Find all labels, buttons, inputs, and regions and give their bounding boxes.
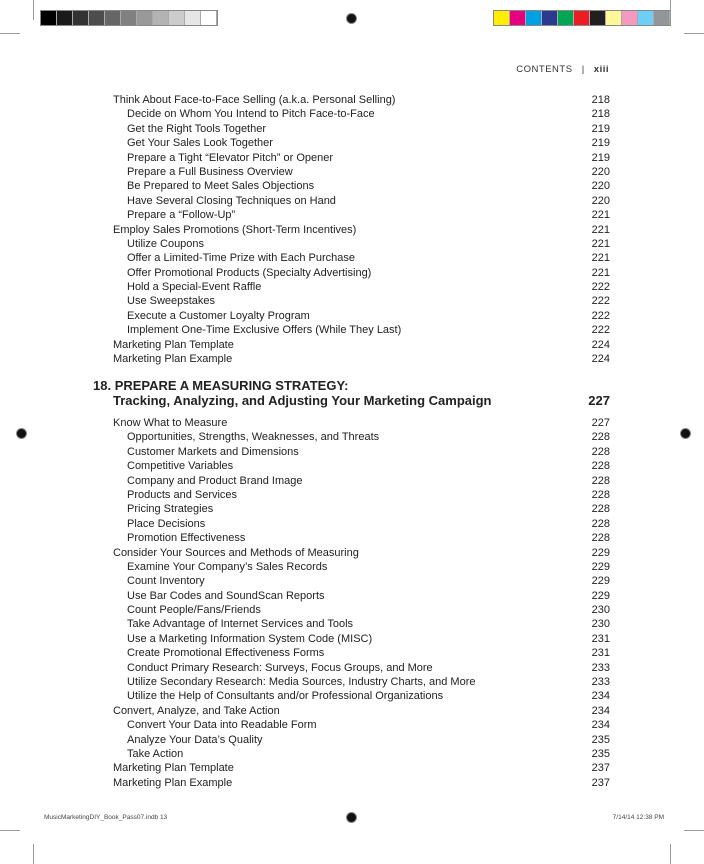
toc-entry xyxy=(113,237,610,251)
crop-mark xyxy=(670,0,671,20)
toc-entry-title: Conduct Primary Research: Surveys, Focus Groups, and More xyxy=(127,661,433,674)
toc-entry-title: Utilize Secondary Research: Media Sources, Industry Charts, and More xyxy=(127,676,476,689)
toc-entry xyxy=(113,776,610,790)
toc-entry xyxy=(113,646,610,660)
registration-mark-icon xyxy=(346,812,357,823)
toc-entry-title: Employ Sales Promotions (Short-Term Incentives) xyxy=(113,223,357,236)
toc-entry xyxy=(113,546,610,560)
toc-entry-page: 221 xyxy=(591,209,610,222)
toc-entry xyxy=(113,165,610,179)
toc-entry xyxy=(113,517,610,531)
toc-entry-title: Products and Services xyxy=(127,488,238,501)
color-swatch xyxy=(542,11,558,25)
running-header: CONTENTS | xiii xyxy=(516,64,609,75)
chapter-page: 227 xyxy=(588,393,610,408)
toc-entry-page: 234 xyxy=(591,704,610,717)
toc-entry-title: Implement One-Time Exclusive Offers (While They Last) xyxy=(127,324,402,337)
toc-entry-title: Opportunities, Strengths, Weaknesses, and Threats xyxy=(127,431,380,444)
toc-entry-title: Examine Your Company’s Sales Records xyxy=(127,560,328,573)
toc-entry-title: Convert Your Data into Readable Form xyxy=(127,719,317,732)
toc-entry xyxy=(113,603,610,617)
toc-entry xyxy=(113,208,610,222)
toc-entry xyxy=(113,445,610,459)
toc-entry xyxy=(113,280,610,294)
crop-mark xyxy=(33,844,34,864)
toc-entry xyxy=(113,589,610,603)
toc-entry-title: Create Promotional Effectiveness Forms xyxy=(127,647,325,660)
toc-entry-title: Utilize the Help of Consultants and/or Professional Organizations xyxy=(127,690,444,703)
header-page-number: xiii xyxy=(593,64,609,75)
toc-entry-title: Marketing Plan Example xyxy=(113,353,233,366)
toc-entry xyxy=(113,488,610,502)
toc-entry-page: 221 xyxy=(591,266,610,279)
toc-entry xyxy=(113,179,610,193)
color-swatch xyxy=(89,11,105,25)
toc-entry-page: 219 xyxy=(591,137,610,150)
toc-entry xyxy=(113,474,610,488)
toc-entry-page: 227 xyxy=(591,417,610,429)
toc-entry xyxy=(113,675,610,689)
toc-entry-page: 218 xyxy=(591,94,610,106)
toc-entry-page: 219 xyxy=(591,151,610,164)
toc-entry-title: Marketing Plan Template xyxy=(113,338,234,351)
toc-entry-page: 218 xyxy=(591,108,610,121)
toc-entry-title: Convert, Analyze, and Take Action xyxy=(113,704,280,717)
toc-entry-page: 237 xyxy=(591,776,610,789)
toc-entry xyxy=(113,430,610,444)
crop-mark xyxy=(684,33,704,34)
toc-entry xyxy=(113,761,610,775)
toc-entry-page: 220 xyxy=(591,194,610,207)
chapter-subtitle: Tracking, Analyzing, and Adjusting Your Marketing Campaign xyxy=(113,393,492,408)
toc-entry xyxy=(113,502,610,516)
toc-entry-page: 222 xyxy=(591,281,610,294)
toc-entry-page: 233 xyxy=(591,676,610,689)
toc-entry-title: Think About Face-to-Face Selling (a.k.a. Personal Selling) xyxy=(113,94,396,106)
toc-entry xyxy=(113,416,610,430)
toc-entry-title: Marketing Plan Example xyxy=(113,776,233,789)
toc-entry xyxy=(113,251,610,265)
slug-filename: MusicMarketingDIY_Book_Pass07.indb 13 xyxy=(44,814,168,821)
registration-mark-icon xyxy=(16,428,27,439)
process-color-bar xyxy=(493,10,671,26)
chapter-heading xyxy=(93,378,610,408)
header-section: CONTENTS xyxy=(516,64,573,75)
toc-entry-page: 229 xyxy=(591,589,610,602)
toc-entry-title: Offer a Limited-Time Prize with Each Purchase xyxy=(127,252,356,265)
toc-entry-page: 228 xyxy=(591,474,610,487)
toc-entry xyxy=(113,151,610,165)
toc-entry xyxy=(113,338,610,352)
color-swatch xyxy=(105,11,121,25)
grayscale-color-bar xyxy=(40,10,218,26)
toc-entry-title: Take Advantage of Internet Services and Tools xyxy=(127,618,354,631)
toc-entry-page: 237 xyxy=(591,762,610,775)
toc-entry-title: Marketing Plan Template xyxy=(113,762,234,775)
chapter-title: PREPARE A MEASURING STRATEGY: xyxy=(114,378,349,393)
toc-entry-title: Competitive Variables xyxy=(127,460,234,473)
toc-entry-page: 231 xyxy=(591,647,610,660)
toc-entry-title: Hold a Special-Event Raffle xyxy=(127,281,262,294)
toc-entry-page: 222 xyxy=(591,309,610,322)
toc-entry-title: Get the Right Tools Together xyxy=(127,122,267,135)
toc-entry-page: 224 xyxy=(591,338,610,351)
toc-entry xyxy=(113,459,610,473)
toc-entry-page: 234 xyxy=(591,719,610,732)
toc-entry-title: Take Action xyxy=(127,747,184,760)
color-swatch xyxy=(201,11,217,25)
toc-entry-title: Customer Markets and Dimensions xyxy=(127,445,299,458)
crop-mark xyxy=(684,830,704,831)
color-swatch xyxy=(510,11,526,25)
toc-entry xyxy=(113,323,610,337)
toc-entry-page: 228 xyxy=(591,488,610,501)
color-swatch xyxy=(137,11,153,25)
toc-entry-title: Place Decisions xyxy=(127,517,206,530)
toc-entry xyxy=(113,718,610,732)
toc-entry-title: Prepare a Full Business Overview xyxy=(127,165,293,178)
color-swatch xyxy=(121,11,137,25)
toc-entry-page: 220 xyxy=(591,165,610,178)
toc-entry-page: 229 xyxy=(591,575,610,588)
toc-entry-page: 228 xyxy=(591,445,610,458)
color-swatch xyxy=(638,11,654,25)
toc-entry-title: Prepare a Tight “Elevator Pitch” or Opener xyxy=(127,151,334,164)
toc-entry-page: 230 xyxy=(591,618,610,631)
color-swatch xyxy=(153,11,169,25)
crop-mark xyxy=(0,33,20,34)
toc-entry xyxy=(113,560,610,574)
toc-entry-page: 229 xyxy=(591,546,610,559)
color-swatch xyxy=(654,11,670,25)
color-swatch xyxy=(494,11,510,25)
toc-entry-title: Analyze Your Data’s Quality xyxy=(127,733,263,746)
toc-entry-page: 234 xyxy=(591,690,610,703)
toc-entry xyxy=(113,194,610,208)
toc-entry-title: Company and Product Brand Image xyxy=(127,474,303,487)
toc-entry-page: 228 xyxy=(591,460,610,473)
color-swatch xyxy=(590,11,606,25)
toc-entry-page: 228 xyxy=(591,431,610,444)
toc-entry-page: 235 xyxy=(591,747,610,760)
toc-entry-title: Execute a Customer Loyalty Program xyxy=(127,309,310,322)
toc-entry-title: Know What to Measure xyxy=(113,417,228,429)
color-swatch xyxy=(185,11,201,25)
color-swatch xyxy=(622,11,638,25)
toc-entry-page: 222 xyxy=(591,324,610,337)
toc-entry-title: Count People/Fans/Friends xyxy=(127,604,261,617)
color-swatch xyxy=(574,11,590,25)
color-swatch xyxy=(73,11,89,25)
color-swatch xyxy=(558,11,574,25)
toc-entry-page: 235 xyxy=(591,733,610,746)
toc-entry-title: Use Sweepstakes xyxy=(127,295,216,308)
toc-entry-title: Pricing Strategies xyxy=(127,503,214,516)
toc-entry-title: Have Several Closing Techniques on Hand xyxy=(127,194,336,207)
toc-entry-title: Prepare a “Follow-Up” xyxy=(127,209,236,222)
toc-entry xyxy=(113,223,610,237)
toc-entry-title: Get Your Sales Look Together xyxy=(127,137,273,150)
toc-entry-page: 221 xyxy=(591,237,610,250)
crop-mark xyxy=(33,0,34,20)
toc-entry xyxy=(113,531,610,545)
toc-entry-title: Promotion Effectiveness xyxy=(127,532,246,545)
color-swatch xyxy=(526,11,542,25)
toc-entry-title: Be Prepared to Meet Sales Objections xyxy=(127,180,315,193)
color-swatch xyxy=(41,11,57,25)
toc-entry-page: 230 xyxy=(591,604,610,617)
toc-entry-title: Utilize Coupons xyxy=(127,237,205,250)
toc-entry-title: Decide on Whom You Intend to Pitch Face-to-Face xyxy=(127,108,375,121)
toc-entry-page: 219 xyxy=(591,122,610,135)
crop-mark xyxy=(0,830,20,831)
toc-entry xyxy=(113,294,610,308)
toc-entry-page: 228 xyxy=(591,503,610,516)
toc-entry xyxy=(113,122,610,136)
toc-entry-page: 228 xyxy=(591,517,610,530)
toc-entry-page: 222 xyxy=(591,295,610,308)
toc-entry-page: 221 xyxy=(591,252,610,265)
toc-entry-title: Offer Promotional Products (Specialty Advertising) xyxy=(127,266,372,279)
toc-entry-page: 231 xyxy=(591,632,610,645)
color-swatch xyxy=(606,11,622,25)
toc-entry xyxy=(113,136,610,150)
registration-mark-icon xyxy=(680,428,691,439)
toc-entry xyxy=(113,93,610,107)
toc-list-chapter-17 xyxy=(113,93,610,366)
toc-entry xyxy=(113,733,610,747)
toc-entry-title: Use Bar Codes and SoundScan Reports xyxy=(127,589,325,602)
toc-entry-page: 228 xyxy=(591,532,610,545)
toc-entry xyxy=(113,309,610,323)
toc-entry xyxy=(113,689,610,703)
registration-mark-icon xyxy=(346,13,357,24)
toc-entry xyxy=(113,352,610,366)
toc-entry xyxy=(113,107,610,121)
toc-entry-page: 220 xyxy=(591,180,610,193)
toc-entry-page: 229 xyxy=(591,560,610,573)
toc-entry xyxy=(113,266,610,280)
toc-entry-page: 221 xyxy=(591,223,610,236)
toc-entry xyxy=(113,661,610,675)
toc-entry xyxy=(113,704,610,718)
chapter-number: 18. xyxy=(93,378,112,393)
color-swatch xyxy=(57,11,73,25)
toc-entry xyxy=(113,574,610,588)
slug-date: 7/14/14 12:38 PM xyxy=(612,814,664,821)
toc-entry xyxy=(113,747,610,761)
toc-list-chapter-18 xyxy=(113,416,610,790)
toc-entry-page: 233 xyxy=(591,661,610,674)
toc-entry-title: Consider Your Sources and Methods of Measuring xyxy=(113,546,359,559)
toc-entry-page: 224 xyxy=(591,353,610,366)
toc-entry xyxy=(113,632,610,646)
toc-entry-title: Count Inventory xyxy=(127,575,205,588)
toc-entry-title: Use a Marketing Information System Code (MISC) xyxy=(127,632,373,645)
color-swatch xyxy=(169,11,185,25)
crop-mark xyxy=(670,844,671,864)
toc-entry xyxy=(113,617,610,631)
